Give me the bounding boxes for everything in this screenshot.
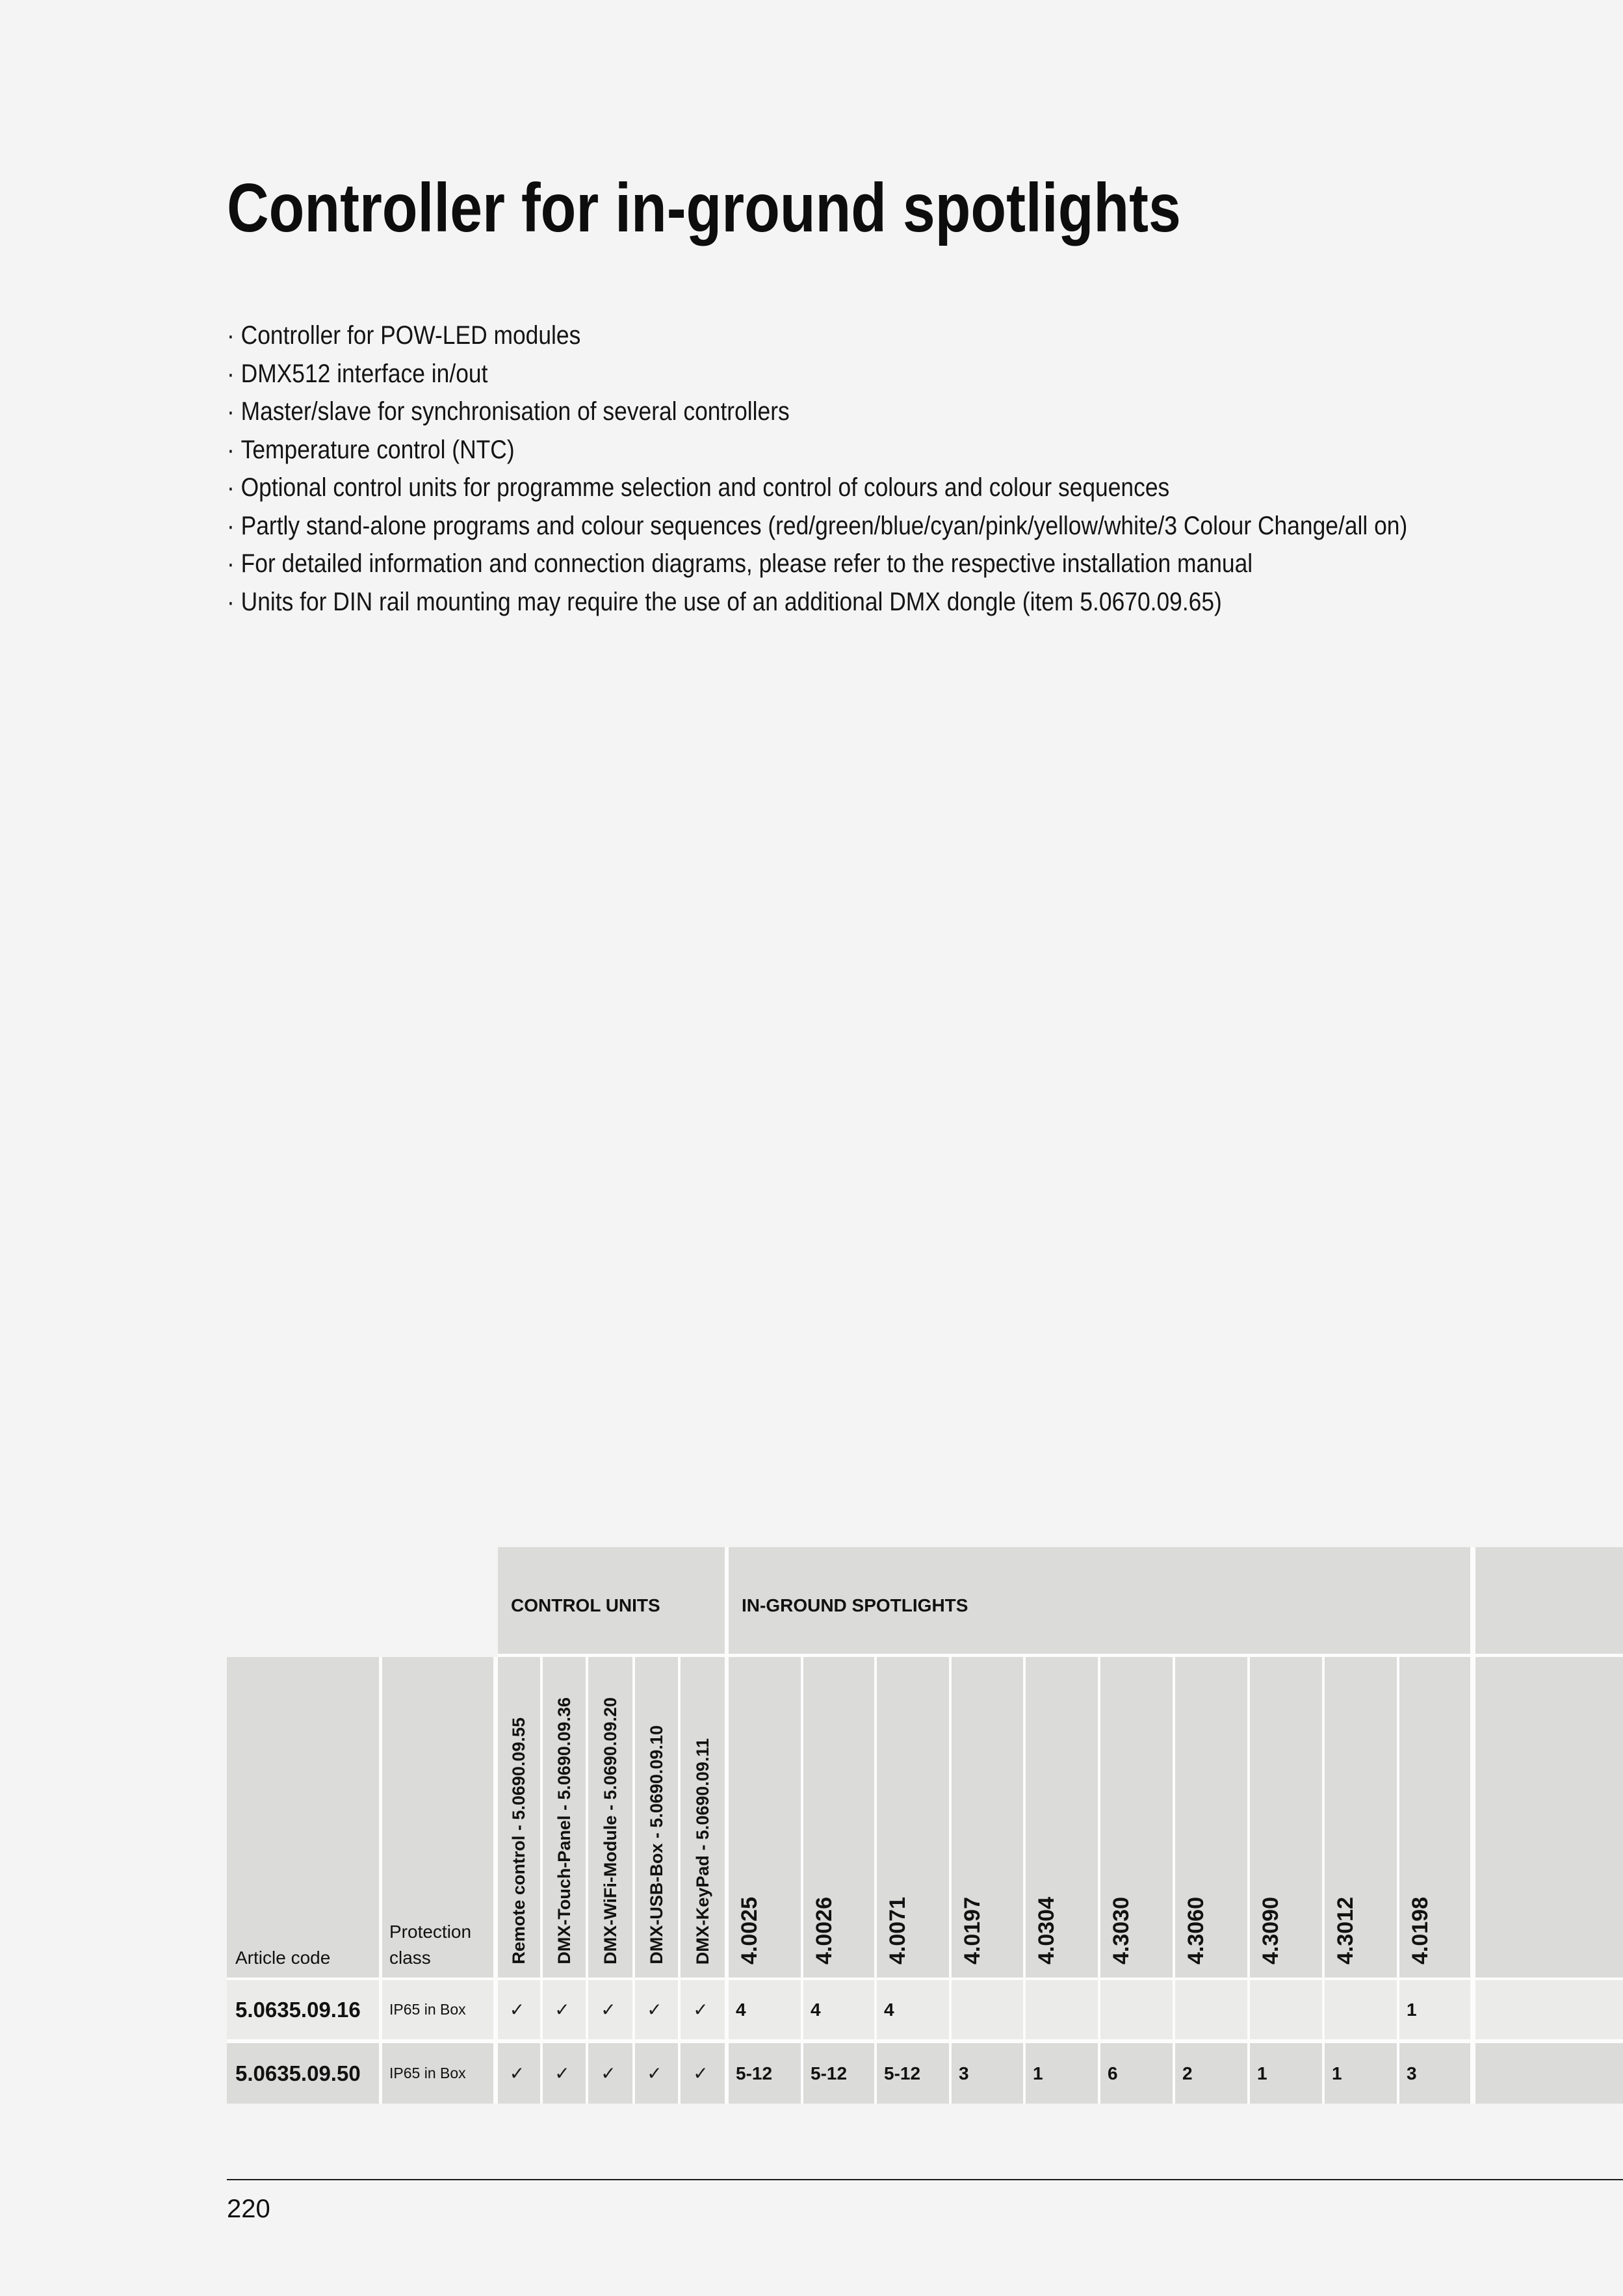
col-header-spotlight bbox=[1026, 1657, 1100, 1980]
col-header-label: 4.3012 bbox=[1333, 1897, 1358, 1964]
cell-article-code bbox=[227, 1980, 382, 2043]
cell-article-code bbox=[227, 2043, 382, 2104]
col-header-spotlight bbox=[1325, 1657, 1399, 1980]
check-icon: ✓ bbox=[554, 1999, 570, 2020]
col-header-label: 4.3060 bbox=[1184, 1897, 1208, 1964]
cell-spotlight-qty bbox=[803, 1980, 877, 2043]
cell-blank bbox=[1475, 1980, 1623, 2043]
cell-spotlight-qty bbox=[1175, 2043, 1250, 2104]
qty-value: 1 bbox=[1332, 2063, 1342, 2083]
col-header-control-unit bbox=[543, 1657, 588, 1980]
col-header-label: DMX-Touch-Panel - 5.0690.09.36 bbox=[554, 1697, 574, 1964]
cell-control-unit bbox=[498, 1980, 543, 2043]
cell-control-unit bbox=[635, 2043, 681, 2104]
group-header-label: CONTROL UNITS bbox=[511, 1595, 660, 1615]
qty-value: 3 bbox=[959, 2063, 969, 2083]
col-header-label: 4.0197 bbox=[960, 1897, 985, 1964]
check-icon: ✓ bbox=[601, 2063, 616, 2084]
cell-spotlight-qty bbox=[1026, 1980, 1100, 2043]
cell-spotlight-qty bbox=[1250, 1980, 1325, 2043]
feature-item: · Controller for POW-LED modules bbox=[227, 317, 1407, 355]
col-header-label: 4.0198 bbox=[1408, 1897, 1433, 1964]
footer-divider bbox=[227, 2179, 1623, 2180]
cell-spotlight-qty bbox=[803, 2043, 877, 2104]
check-icon: ✓ bbox=[693, 1999, 708, 2020]
col-header-control-unit bbox=[498, 1657, 543, 1980]
col-header-label: Remote control - 5.0690.09.55 bbox=[509, 1717, 528, 1964]
cell-spotlight-qty bbox=[877, 1980, 952, 2043]
col-header-spotlight bbox=[729, 1657, 803, 1980]
check-icon: ✓ bbox=[647, 1999, 662, 2020]
page-number: 220 bbox=[227, 2195, 270, 2223]
feature-item: · For detailed information and connection diagrams, please refer to the respective installation manual bbox=[227, 545, 1407, 583]
cell-control-unit bbox=[635, 1980, 681, 2043]
qty-value: 1 bbox=[1407, 1999, 1417, 2020]
cell-spotlight-qty bbox=[729, 1980, 803, 2043]
article-code-value: 5.0635.09.50 bbox=[235, 2061, 361, 2085]
cell-spotlight-qty bbox=[1399, 1980, 1475, 2043]
cell-control-unit bbox=[588, 2043, 635, 2104]
cell-spotlight-qty bbox=[1250, 2043, 1325, 2104]
qty-value: 1 bbox=[1257, 2063, 1267, 2083]
feature-list bbox=[227, 317, 1407, 621]
col-header-label: 4.0071 bbox=[885, 1897, 910, 1964]
col-header-article-code bbox=[227, 1657, 382, 1980]
check-icon: ✓ bbox=[509, 2063, 525, 2084]
cell-spotlight-qty bbox=[1100, 2043, 1175, 2104]
col-header-label: 4.0304 bbox=[1034, 1897, 1059, 1964]
qty-value: 4 bbox=[736, 1999, 746, 2020]
feature-item: · Partly stand-alone programs and colour sequences (red/green/blue/cyan/pink/yellow/white/3 Colour Change/all on) bbox=[227, 507, 1407, 545]
cell-spotlight-qty bbox=[952, 2043, 1026, 2104]
cell-spotlight-qty bbox=[1100, 1980, 1175, 2043]
col-header-label: 4.3090 bbox=[1258, 1897, 1283, 1964]
cell-spotlight-qty bbox=[1175, 1980, 1250, 2043]
col-header-spotlight bbox=[1250, 1657, 1325, 1980]
col-header-label: 4.0026 bbox=[812, 1897, 837, 1964]
feature-item: · Units for DIN rail mounting may require the use of an additional DMX dongle (item 5.0670.09.65) bbox=[227, 583, 1407, 621]
cell-spotlight-qty bbox=[1026, 2043, 1100, 2104]
qty-value: 5-12 bbox=[884, 2063, 921, 2083]
cell-control-unit bbox=[543, 1980, 588, 2043]
col-header-spotlight bbox=[952, 1657, 1026, 1980]
group-header-blank bbox=[1475, 1547, 1623, 1657]
qty-value: 6 bbox=[1108, 2063, 1118, 2083]
cell-control-unit bbox=[681, 2043, 729, 2104]
col-header-label: DMX-KeyPad - 5.0690.09.11 bbox=[692, 1738, 712, 1964]
col-header-label: DMX-WiFi-Module - 5.0690.09.20 bbox=[600, 1697, 620, 1964]
cell-protection-class bbox=[382, 1980, 498, 2043]
cell-spotlight-qty bbox=[877, 2043, 952, 2104]
protection-class-value: IP65 in Box bbox=[389, 2065, 466, 2081]
cell-control-unit bbox=[681, 1980, 729, 2043]
col-header-spotlight bbox=[1175, 1657, 1250, 1980]
check-icon: ✓ bbox=[554, 2063, 570, 2084]
cell-control-unit bbox=[588, 1980, 635, 2043]
cell-spotlight-qty bbox=[952, 1980, 1026, 2043]
check-icon: ✓ bbox=[509, 1999, 525, 2020]
page-title: Controller for in-ground spotlights bbox=[227, 170, 1181, 246]
feature-item: · Optional control units for programme selection and control of colours and colour sequences bbox=[227, 469, 1407, 507]
feature-item: · Temperature control (NTC) bbox=[227, 431, 1407, 469]
col-header-control-unit bbox=[635, 1657, 681, 1980]
col-header-label: 4.3030 bbox=[1109, 1897, 1134, 1964]
cell-control-unit bbox=[498, 2043, 543, 2104]
protection-class-value: IP65 in Box bbox=[389, 2001, 466, 2018]
table-corner-blank bbox=[227, 1547, 498, 1657]
article-code-value: 5.0635.09.16 bbox=[235, 1997, 361, 2022]
col-header-label: DMX-USB-Box - 5.0690.09.10 bbox=[646, 1725, 666, 1964]
col-header-protection-class bbox=[382, 1657, 498, 1980]
cell-spotlight-qty bbox=[729, 2043, 803, 2104]
group-header-in-ground-spotlights bbox=[729, 1547, 1475, 1657]
check-icon: ✓ bbox=[601, 1999, 616, 2020]
cell-spotlight-qty bbox=[1325, 2043, 1399, 2104]
cell-spotlight-qty bbox=[1325, 1980, 1399, 2043]
cell-protection-class bbox=[382, 2043, 498, 2104]
qty-value: 5-12 bbox=[736, 2063, 773, 2083]
qty-value: 2 bbox=[1182, 2063, 1193, 2083]
group-header-label: IN-GROUND SPOTLIGHTS bbox=[742, 1595, 968, 1615]
feature-item: · DMX512 interface in/out bbox=[227, 355, 1407, 393]
col-header-blank bbox=[1475, 1657, 1623, 1980]
qty-value: 4 bbox=[884, 1999, 894, 2020]
group-header-control-units bbox=[498, 1547, 729, 1657]
col-header-spotlight bbox=[877, 1657, 952, 1980]
cell-control-unit bbox=[543, 2043, 588, 2104]
qty-value: 3 bbox=[1407, 2063, 1417, 2083]
qty-value: 4 bbox=[811, 1999, 821, 2020]
col-header-spotlight bbox=[803, 1657, 877, 1980]
col-header-spotlight bbox=[1399, 1657, 1475, 1980]
check-icon: ✓ bbox=[693, 2063, 708, 2084]
cell-spotlight-qty bbox=[1399, 2043, 1475, 2104]
col-header-spotlight bbox=[1100, 1657, 1175, 1980]
check-icon: ✓ bbox=[647, 2063, 662, 2084]
col-header-label: 4.0025 bbox=[737, 1897, 762, 1964]
cell-blank bbox=[1475, 2043, 1623, 2104]
col-header-label: Protection class bbox=[389, 1922, 472, 1968]
qty-value: 1 bbox=[1033, 2063, 1043, 2083]
compatibility-table bbox=[227, 1547, 1623, 2104]
qty-value: 5-12 bbox=[811, 2063, 848, 2083]
col-header-label: Article code bbox=[235, 1948, 331, 1968]
feature-item: · Master/slave for synchronisation of several controllers bbox=[227, 393, 1407, 431]
col-header-control-unit bbox=[681, 1657, 729, 1980]
col-header-control-unit bbox=[588, 1657, 635, 1980]
